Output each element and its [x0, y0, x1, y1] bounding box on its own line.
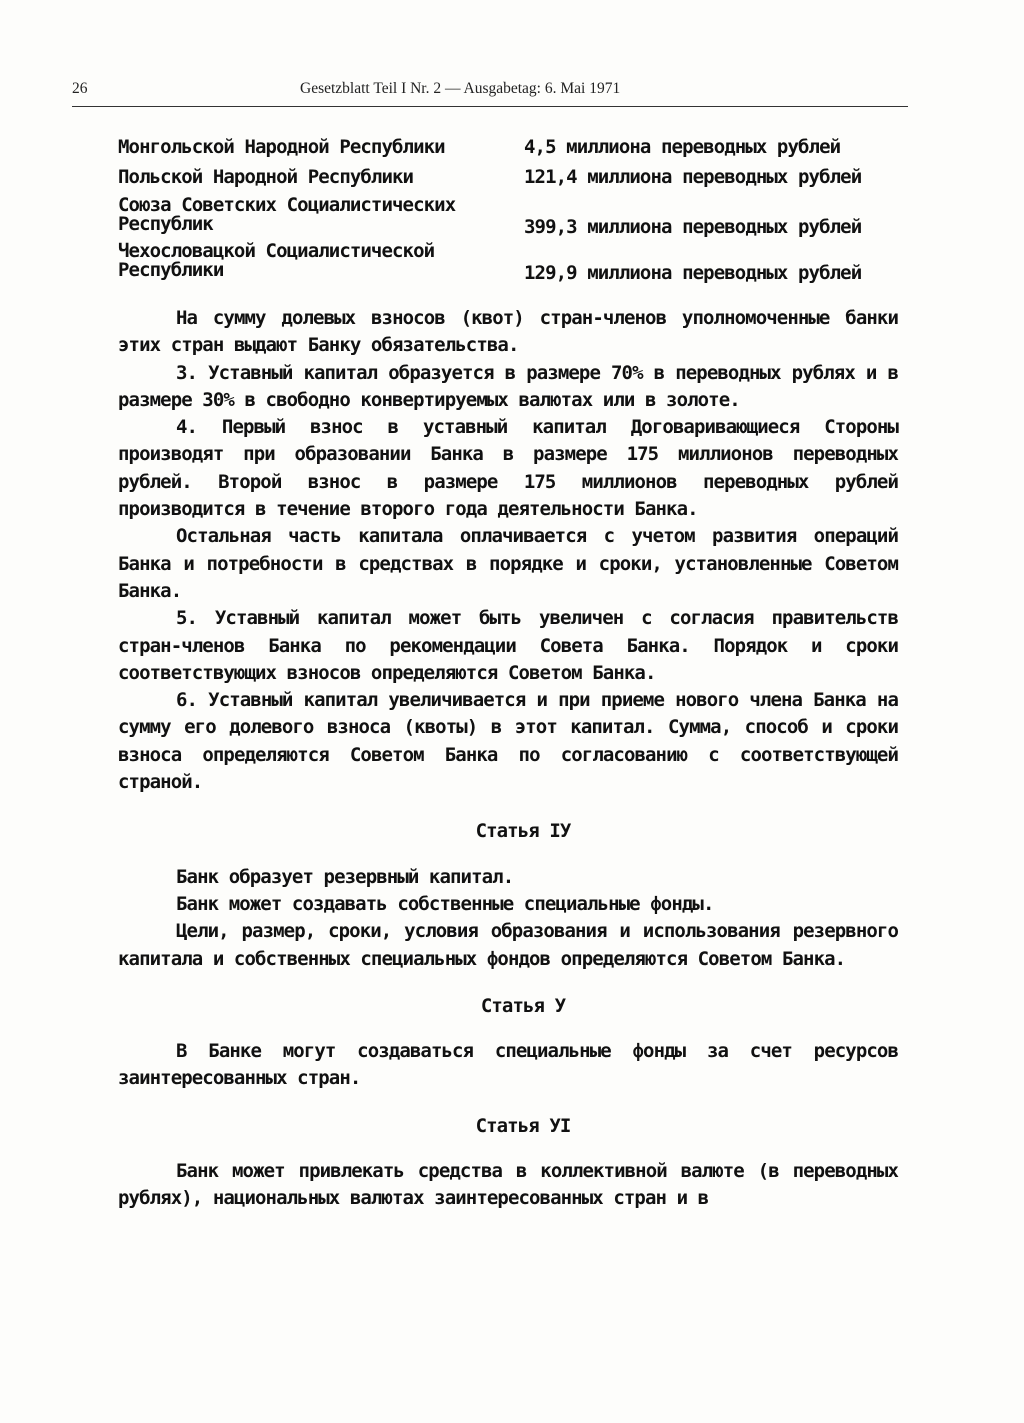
allocation-amount: 121,4 миллиона переводных рублей [524, 166, 862, 188]
paragraph: Цели, размер, сроки, условия образования и использования резервного капитала и собственных специальных фондов определяются Советом Банка. [118, 920, 898, 970]
paragraph: Банк может привлекать средства в коллективной валюте (в переводных рублях), национальных валютах заинтересованных стран и в [118, 1160, 898, 1210]
allocation-country: Польской Народной Республики [118, 166, 414, 188]
page-number: 26 [72, 80, 88, 97]
main-text [118, 305, 898, 1213]
paragraph: 5. Уставный капитал может быть увеличен с согласия правительств стран-членов Банка по рекомендации Совета Банка. Порядок и сроки соответствующих взносов определяются Советом Банка. [118, 607, 898, 684]
paragraph: 3. Уставный капитал образуется в размере 70% в переводных рублях и в размере 30% в свободно конвертируемых валютах или в золоте. [118, 361, 898, 411]
allocation-amount: 399,3 миллиона переводных рублей [524, 216, 862, 238]
paragraph: В Банке могут создаваться специальные фонды за счет ресурсов заинтересованных стран. [118, 1040, 898, 1090]
header-title: Gesetzblatt Teil I Nr. 2 — Ausgabetag: 6. Mai 1971 [300, 80, 621, 97]
paragraph: На сумму долевых взносов (квот) стран-членов уполномоченные банки этих стран выдают Банку обязательства. [118, 307, 898, 357]
page-header [72, 80, 908, 107]
allocation-amount: 129,9 миллиона переводных рублей [524, 262, 862, 284]
paragraph: 6. Уставный капитал увеличивается и при приеме нового члена Банка на сумму его долевого взноса (квоты) в этот капитал. Сумма, способ и сроки взноса определяются Советом Банка по согласованию с соответствующей страной. [118, 689, 898, 794]
allocation-country: Монгольской Народной Республики [118, 136, 445, 158]
paragraph: Остальная часть капитала оплачивается с учетом развития операций Банка и потребности в средствах в порядке и сроки, установленные Советом Банка. [118, 525, 898, 602]
article-heading: Статья IУ [475, 820, 571, 843]
allocation-country: Чехословацкой Социалистической Республики [118, 240, 435, 281]
allocation-amount: 4,5 миллиона переводных рублей [524, 136, 841, 158]
article-heading: Статья УI [475, 1114, 571, 1137]
paragraph: Банк может создавать собственные специальные фонды. [176, 892, 714, 915]
allocation-country: Союза Советских Социалистических Республик [118, 194, 456, 235]
article-heading: Статья У [480, 994, 566, 1017]
paragraph: 4. Первый взнос в уставный капитал Договаривающиеся Стороны производят при образовании Банка в размере 175 миллионов переводных рублей. Второй взнос в размере 175 миллионов переводных рублей производится в течение второго года деятельности Банка. [118, 416, 898, 521]
paragraph: Банк образует резервный капитал. [176, 865, 514, 888]
